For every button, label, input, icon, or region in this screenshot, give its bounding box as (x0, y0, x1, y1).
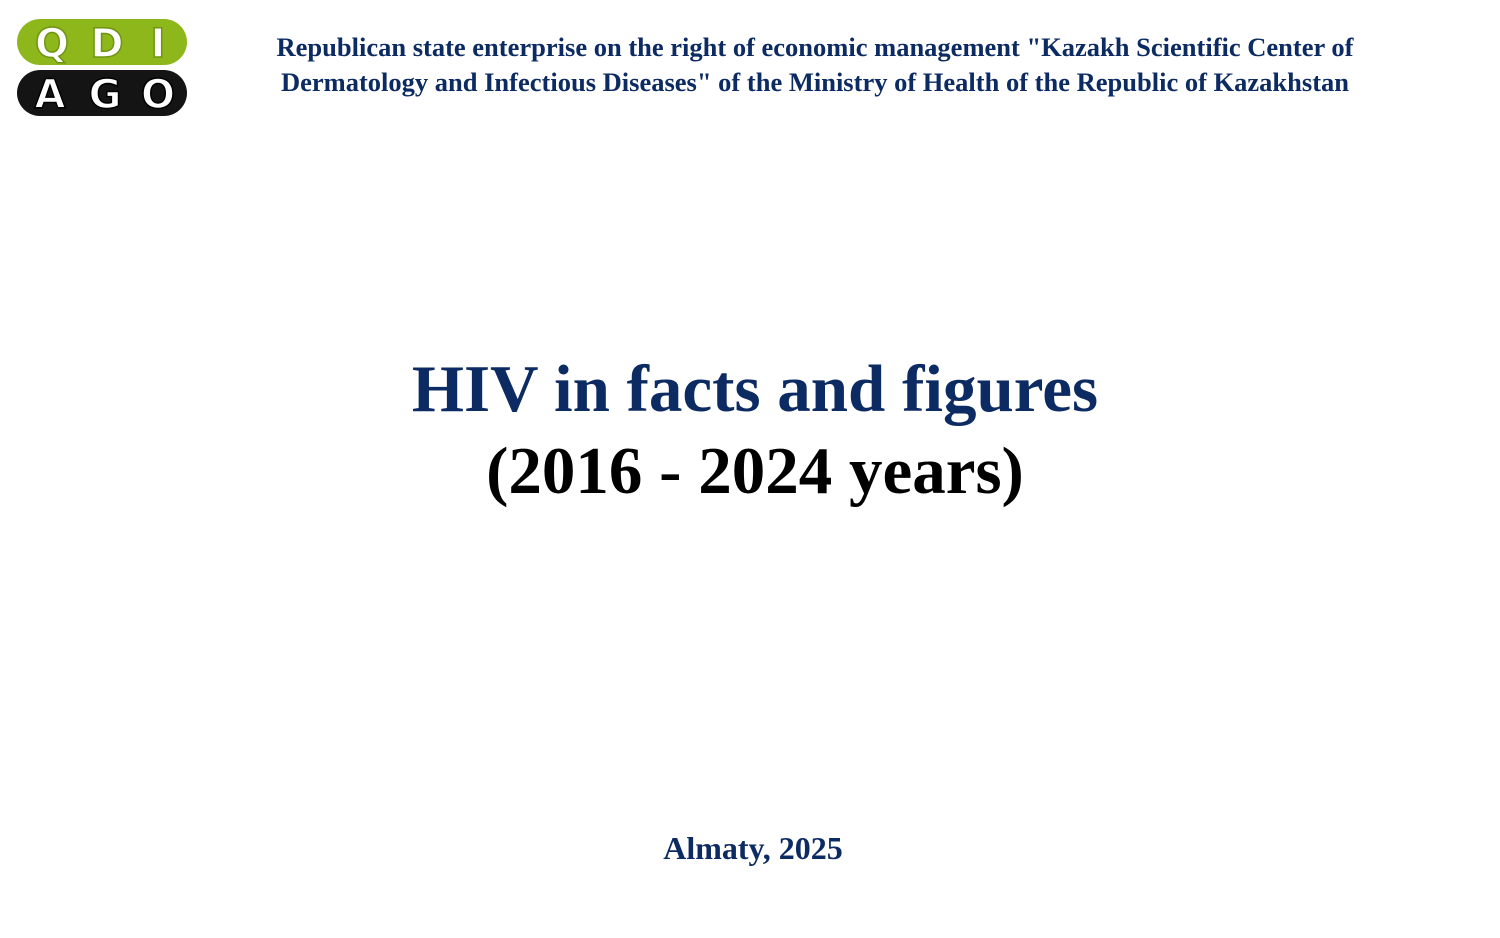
logo-letter-i: I (150, 21, 166, 67)
logo-letter-a: A (34, 72, 66, 117)
document-subtitle-years: (2016 - 2024 years) (486, 434, 1024, 508)
logo-letter-q: Q (34, 21, 70, 67)
organization-name-line-1: Republican state enterprise on the right of economic management "Kazakh Scientific Center of (276, 32, 1354, 62)
logo-letter-o: O (140, 72, 176, 117)
logo-letter-g: G (88, 72, 122, 117)
organization-name-line-2: Dermatology and Infectious Diseases" of the Ministry of Health of the Republic of Kazakhstan (280, 67, 1350, 97)
document-title-block (0, 348, 1500, 512)
organization-name (205, 30, 1425, 100)
logo-top-row (17, 19, 187, 67)
document-title: HIV in facts and figures (411, 352, 1099, 426)
logo-bottom-row (17, 70, 187, 117)
place-and-year: Almaty, 2025 (663, 830, 843, 866)
logo-letter-d: D (90, 21, 124, 67)
organization-logo (17, 17, 187, 117)
